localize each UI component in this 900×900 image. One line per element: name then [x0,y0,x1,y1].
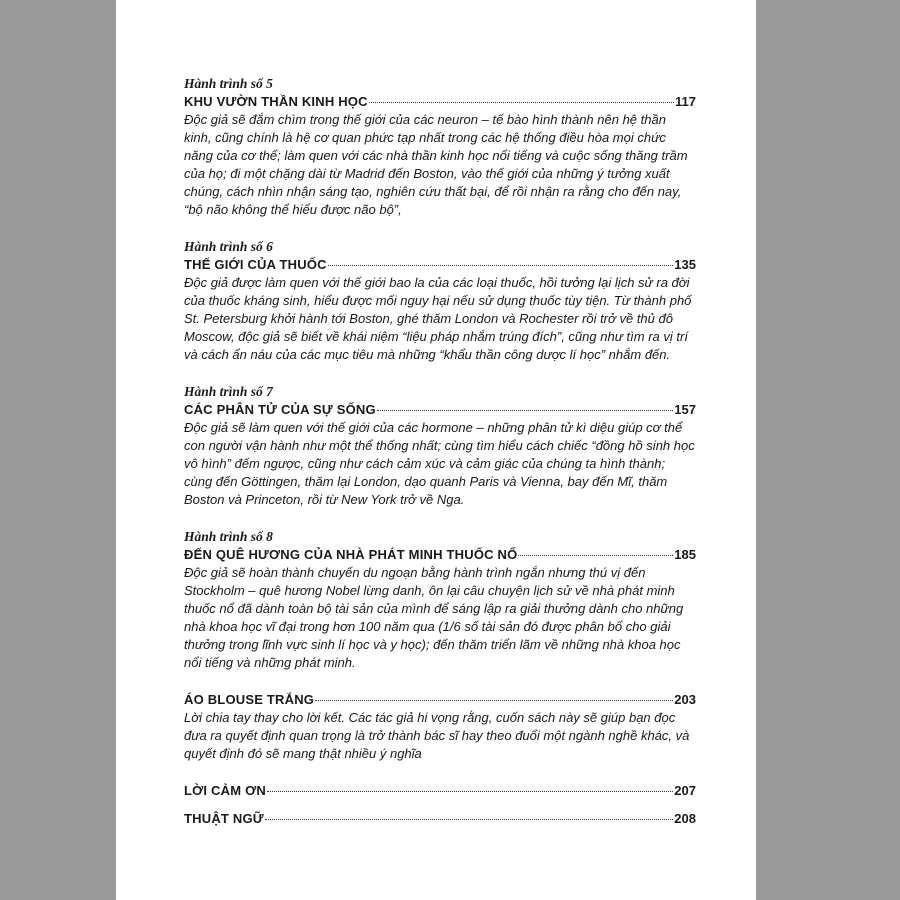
toc-section-epilogue [184,691,696,763]
chapter-description: Lời chia tay thay cho lời kết. Các tác giả hi vọng rằng, cuốn sách này sẽ giúp bạn đọc đưa ra quyết định quan trọng là trở thành bác sĩ hay theo đuổi một ngành nghề khác, và quyết định đó sẽ mang thật nhiều ý nghĩa [184,710,690,761]
toc-entry [184,691,696,709]
toc-section-journey-7 [184,383,696,509]
toc-section-glossary [184,810,696,828]
toc-section-acknowledgements [184,782,696,800]
page-number: 185 [674,547,696,562]
book-page [116,0,756,900]
chapter-description: Độc giả được làm quen với thế giới bao la của các loại thuốc, hồi tưởng lại lịch sử ra đời của thuốc kháng sinh, hiểu được mối nguy hại nếu sử dụng thuốc tùy tiện. Từ thành phố St. Petersburg khởi hành tới Boston, ghé thăm London và Rochester rồi trở về thủ đô Moscow, độc giả sẽ biết về khái niệm “liệu pháp nhắm trúng đích”, cũng như tìm ra vị trí và cách ẩn náu của các mục tiêu mà những “khẩu thần công dược lí học” nhắm đến. [184,275,692,362]
dot-leader [265,819,674,820]
journey-label: Hành trình số 5 [184,76,273,91]
chapter-title: KHU VƯỜN THẦN KINH HỌC [184,94,368,109]
chapter-title: CÁC PHÂN TỬ CỦA SỰ SỐNG [184,402,376,417]
chapter-title: THUẬT NGỮ [184,811,264,826]
dot-leader [315,700,673,701]
toc-entry [184,401,696,419]
page-number: 135 [674,257,696,272]
chapter-title: ĐẾN QUÊ HƯƠNG CỦA NHÀ PHÁT MINH THUỐC NỔ [184,547,518,562]
toc-entry [184,782,696,800]
toc-entry [184,93,696,111]
toc-entry [184,546,696,564]
page-number: 157 [674,402,696,417]
dot-leader [377,410,673,411]
journey-label: Hành trình số 8 [184,529,273,544]
dot-leader [518,555,673,556]
dot-leader [328,265,674,266]
toc-section-journey-6 [184,238,696,364]
page-number: 207 [674,783,696,798]
toc-section-journey-5 [184,75,696,219]
toc-entry [184,256,696,274]
page-number: 117 [675,94,696,109]
dot-leader [267,791,673,792]
chapter-description: Độc giả sẽ làm quen với thế giới của các hormone – những phân tử kì diệu giúp cơ thể con người vận hành như một thể thống nhất; cùng tìm hiểu cách chiếc “đồng hồ sinh học vô hình” đếm ngược, cũng như cách cảm xúc và cảm giác của chúng ta hình thành; cùng đến Göttingen, thăm lại London, dạo quanh Paris và Vienna, bay đến Mĩ, thăm Boston và Princeton, rồi từ New York trở về Nga. [184,420,695,507]
dot-leader [369,102,674,103]
chapter-title: THẾ GIỚI CỦA THUỐC [184,257,327,272]
table-of-contents [184,75,696,838]
page-number: 208 [674,811,696,826]
toc-entry [184,810,696,828]
chapter-description: Độc giả sẽ đắm chìm trong thế giới của các neuron – tế bào hình thành nên hệ thần kinh, cũng chính là hệ cơ quan phức tạp nhất trong các hệ thống điều hòa mọi chức năng của cơ thể; làm quen với các nhà thần kinh học nổi tiếng và cuộc sống thăng trầm của họ; đi một chặng dài từ Madrid đến Boston, vào thế giới của những ý tưởng xuất chúng, cách nhìn nhận sáng tạo, nghiên cứu thất bại, để rồi nhận ra rằng cho đến nay, “bộ não không thể hiểu được não bộ”, [184,112,688,217]
page-number: 203 [674,692,696,707]
toc-section-journey-8 [184,528,696,672]
journey-label: Hành trình số 7 [184,384,273,399]
journey-label: Hành trình số 6 [184,239,273,254]
chapter-description: Độc giả sẽ hoàn thành chuyến du ngoạn bằng hành trình ngắn nhưng thú vị đến Stockholm – quê hương Nobel lừng danh, ôn lại câu chuyện lịch sử về nhà phát minh thuốc nổ đã dành toàn bộ tài sản của mình để sáng lập ra giải thưởng dành cho những nhà khoa học vĩ đại trong hơn 100 năm qua (1/6 số tài sản đó được phân bổ cho giải thưởng trong lĩnh vực sinh lí học và y học); đến thăm triển lãm về những nhà khoa học nổi tiếng và những phát minh. [184,565,684,670]
chapter-title: ÁO BLOUSE TRẮNG [184,692,315,707]
chapter-title: LỜI CẢM ƠN [184,783,266,798]
